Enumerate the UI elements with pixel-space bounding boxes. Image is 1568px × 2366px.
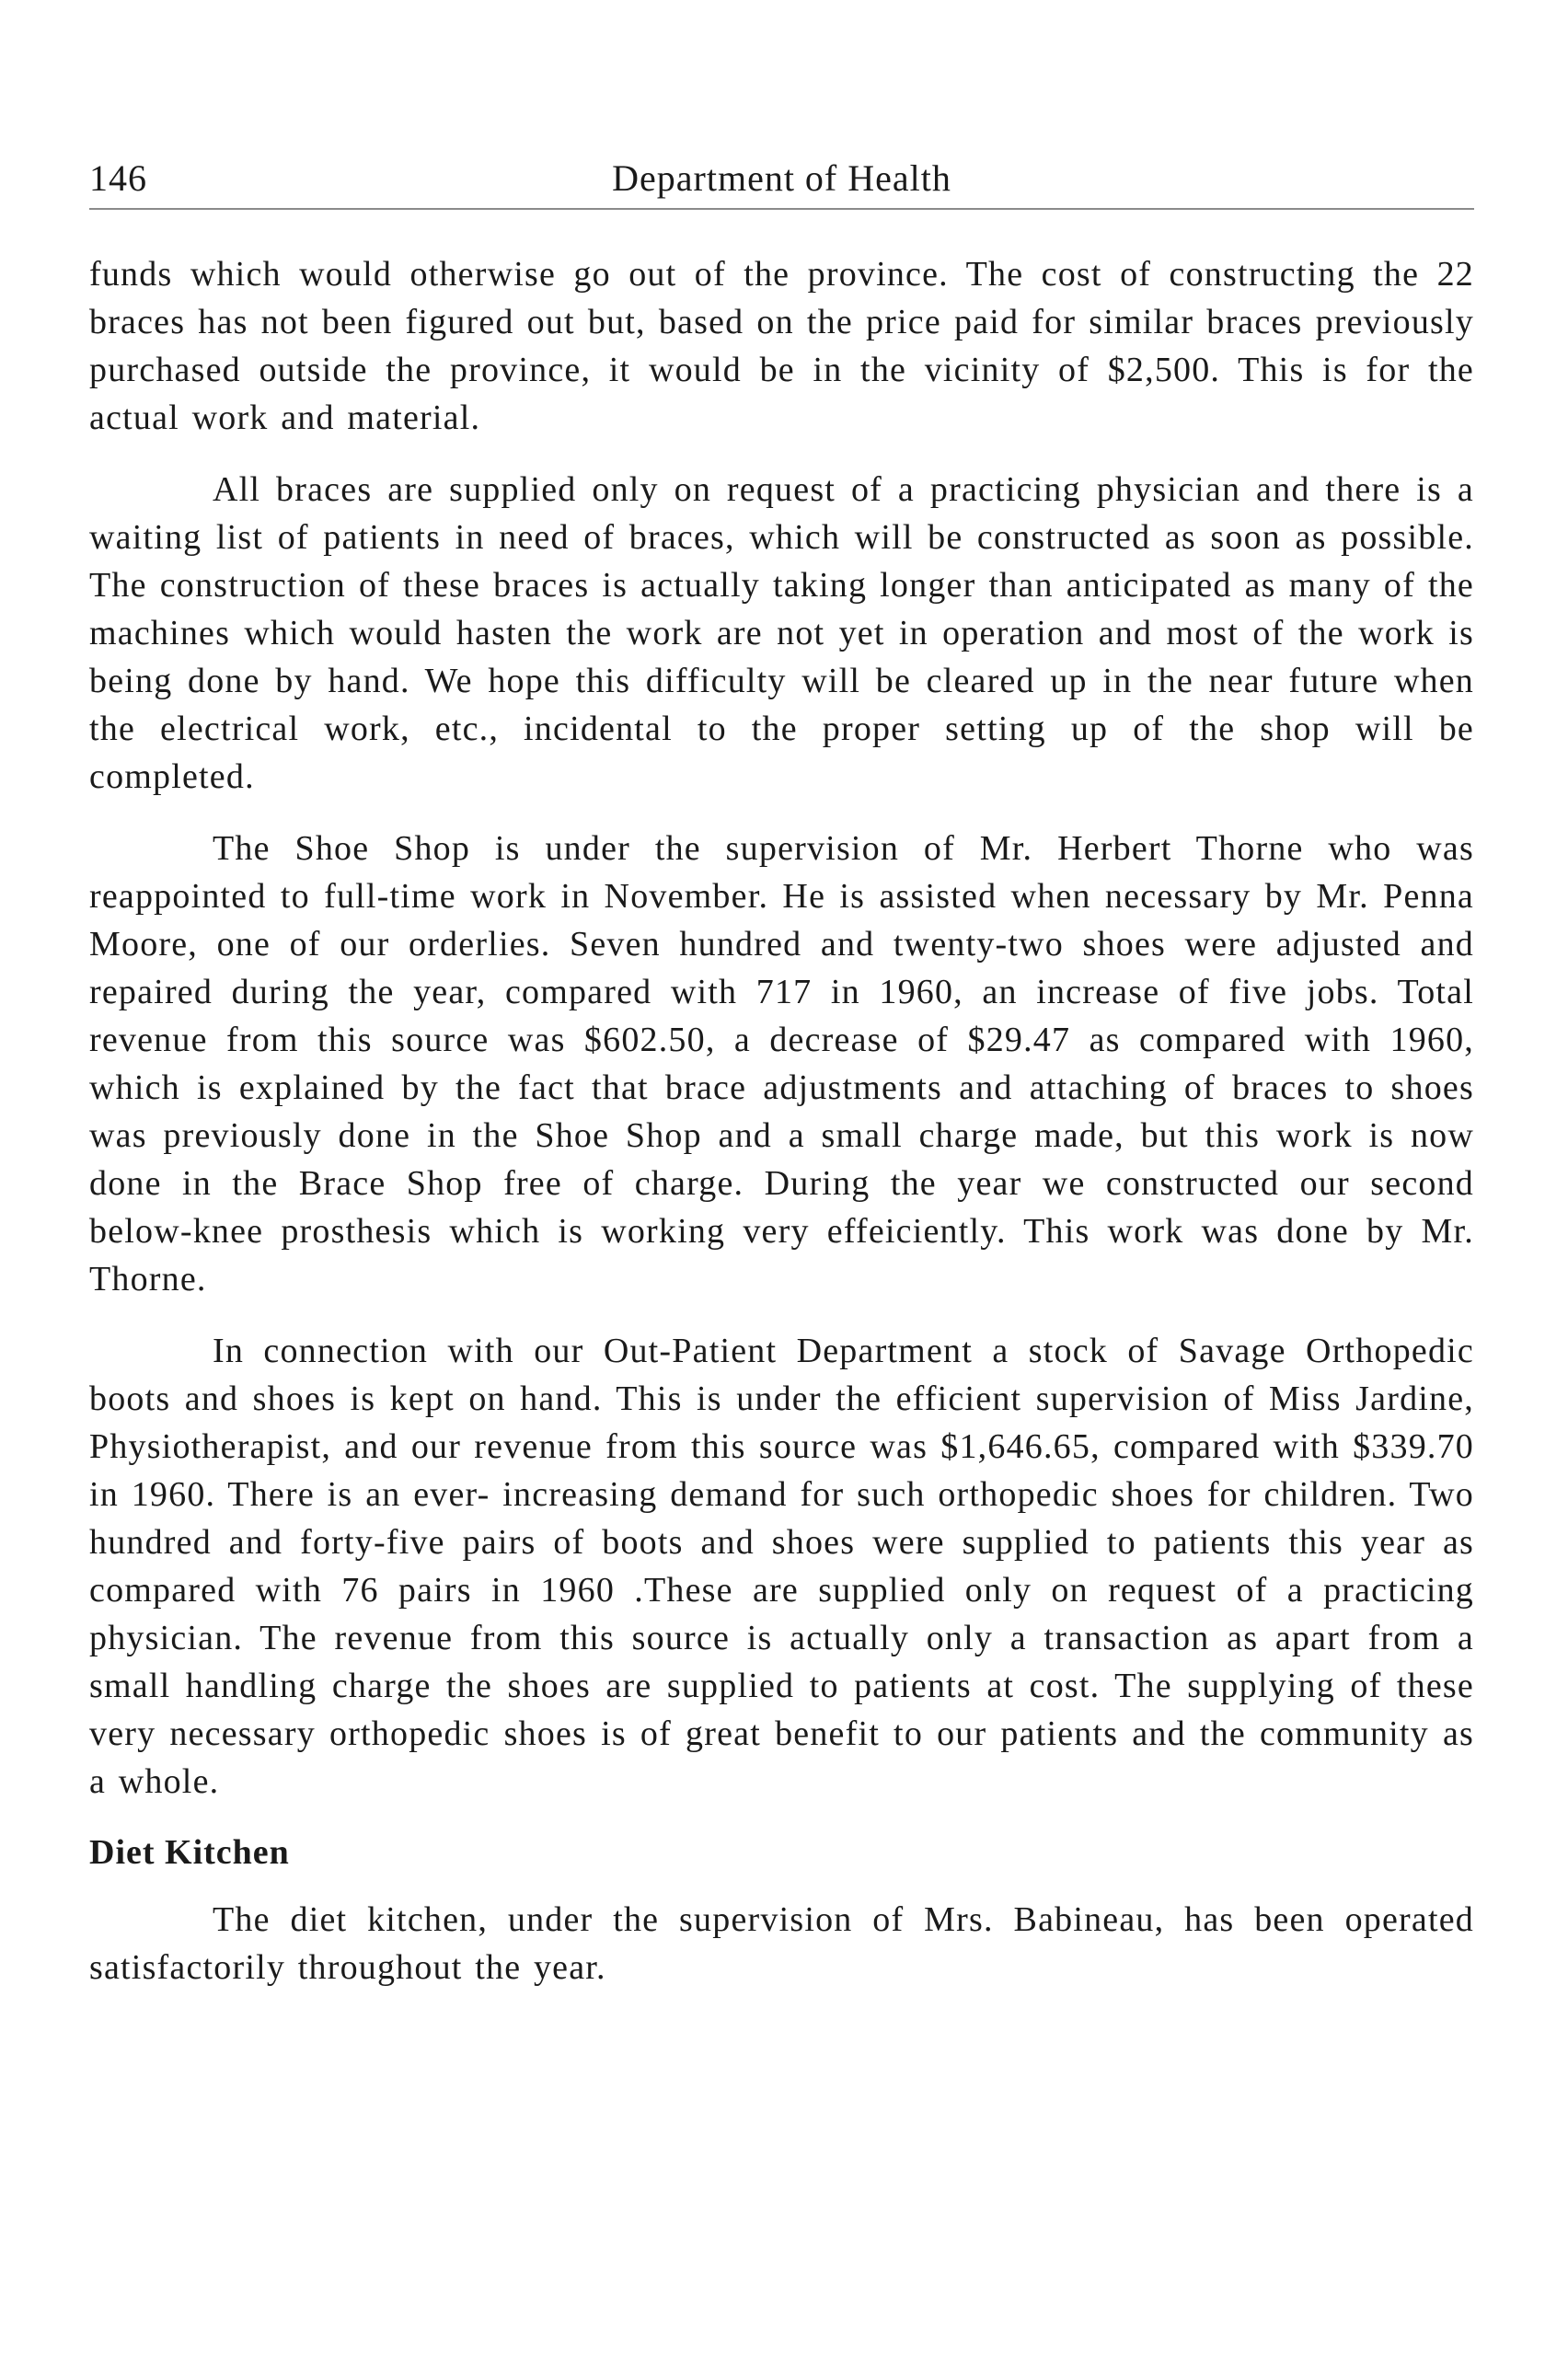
document-page	[89, 147, 1474, 2015]
section-heading-diet-kitchen: Diet Kitchen	[89, 1833, 290, 1872]
header-rule	[89, 208, 1474, 210]
running-title: Department of Health	[612, 157, 951, 199]
body-text	[89, 250, 1474, 1991]
paragraph-out-patient: In connection with our Out-Patient Department a stock of Savage Orthopedic boots and shoes is kept on hand. This is under the efficient supervision of Miss Jardine, Physiotherapist, and our revenue from this source was $1,646.65, compared with $339.70 in 1960. There is an ever- increasing demand for such orthopedic shoes for children. Two hundred and forty-five pairs of boots and shoes were supplied to patients this year as compared with 76 pairs in 1960 .These are supplied only on request of a practicing physician. The revenue from this source is actually only a transaction as apart from a small handling charge the shoes are supplied to patients at cost. The supplying of these very necessary orthopedic shoes is of great benefit to our patients and the community as a whole.	[89, 1332, 1474, 1801]
paragraph-braces: All braces are supplied only on request of a practicing physician and there is a waiting list of patients in need of braces, which will be constructed as soon as possible. The construction of these braces is actually taking longer than anticipated as many of the machines which would hasten the work are not yet in operation and most of the work is being done by hand. We hope this difficulty will be cleared up in the near future when the electrical work, etc., incidental to the proper setting up of the shop will be completed.	[89, 470, 1474, 796]
paragraph-diet-kitchen: The diet kitchen, under the supervision of Mrs. Babineau, has been operated satisfactorily throughout the year.	[89, 1900, 1474, 1987]
paragraph-shoe-shop: The Shoe Shop is under the supervision of Mr. Herbert Thorne who was reappointed to full-time work in November. He is assisted when necessary by Mr. Penna Moore, one of our orderlies. Seven hundred and twenty-two shoes were adjusted and repaired during the year, compared with 717 in 1960, an increase of five jobs. Total revenue from this source was $602.50, a decrease of $29.47 as compared with 1960, which is explained by the fact that brace adjustments and attaching of braces to shoes was previously done in the Shoe Shop and a small charge made, but this work is now done in the Brace Shop free of charge. During the year we constructed our second below-knee prosthesis which is working very effeiciently. This work was done by Mr. Thorne.	[89, 829, 1474, 1298]
paragraph-continued: funds which would otherwise go out of the province. The cost of constructing the 22 braces has not been figured out but, based on the price paid for similar braces previously purchased outside the province, it would be in the vicinity of $2,500. This is for the actual work and material.	[89, 255, 1474, 437]
page-number: 146	[89, 157, 147, 199]
running-header	[89, 147, 1474, 201]
